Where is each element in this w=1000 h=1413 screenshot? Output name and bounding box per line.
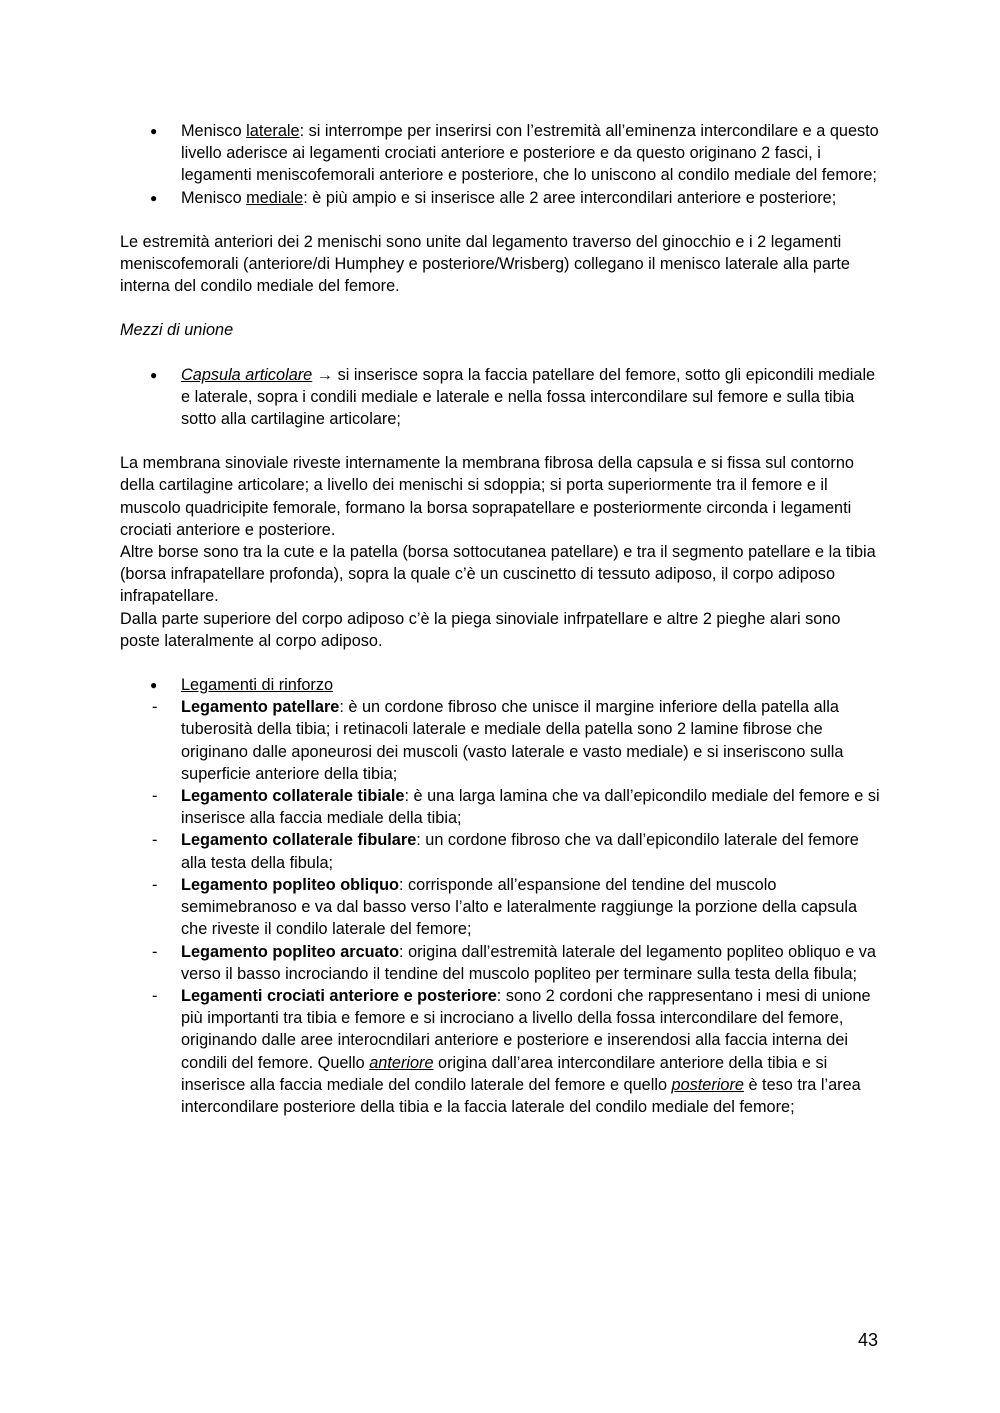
paragraph: Dalla parte superiore del corpo adiposo c’è la piega sinoviale infrpatellare e altre 2 pieghe alari sono poste lateralmente al corpo adiposo.	[120, 609, 841, 650]
legamenti-list	[120, 674, 880, 1118]
term-capsula: Capsula articolare	[181, 365, 313, 384]
list-item	[120, 696, 880, 785]
term-bold: Legamenti crociati anteriore e posteriore	[181, 986, 497, 1005]
term-mediale: mediale	[246, 188, 304, 207]
list-item	[120, 941, 880, 985]
item-text: : un cordone fibroso che va dall’epicondilo laterale del femore alla testa della fibula;	[181, 831, 859, 872]
term-bold: Legamento collaterale fibulare	[181, 831, 417, 850]
term-laterale: laterale	[246, 122, 300, 140]
item-prefix: Menisco	[181, 188, 247, 207]
term-anteriore: anteriore	[369, 1053, 434, 1072]
list-item	[120, 874, 880, 941]
legamenti-heading: Legamenti di rinforzo	[181, 676, 334, 695]
item-text: : è un cordone fibroso che unisce il margine inferiore della patella alla tuberosità della tibia; i retinacoli laterale e mediale della patella sono 2 lamine fibrose che originano dalle aponeurosi dei muscoli (vasto laterale e vasto mediale) e si inseriscono sulla superficie anteriore della tibia;	[181, 698, 844, 783]
list-item	[120, 829, 880, 873]
term-bold: Legamento popliteo arcuato	[181, 942, 400, 961]
list-item	[120, 985, 880, 1118]
term-posteriore: posteriore	[671, 1075, 744, 1094]
item-text: : sono 2 cordoni che rappresentano i mesi di unione più importanti tra tibia e femore e si incrociano a livello della fossa intercondilare del femore, originando dalle aree interocndilari anteriore e posteriore e inserendosi alla faccia interna dei condili del femore. Quello	[181, 986, 871, 1072]
paragraph: Altre borse sono tra la cute e la patella (borsa sottocutanea patellare) e tra il segmento patellare e la tibia (borsa infrapatellare profonda), sopra la quale c’è un cuscinetto di tessuto adiposo, il corpo adiposo infrapatellare.	[120, 543, 876, 606]
item-text: : è più ampio e si inserisce alle 2 aree intercondilari anteriore e posteriore;	[303, 188, 837, 207]
item-text: : origina dall’estremità laterale del legamento popliteo obliquo e va verso il basso incrociando il tendine del muscolo popliteo per terminare sulla testa della fibula;	[181, 942, 876, 983]
item-text: : si interrompe per inserirsi con l’estremità all’eminenza intercondilare e a questo livello aderisce ai legamenti crociati anteriore e posteriore e da questo originano 2 fasci, i legamenti meniscofemorali anteriore e posteriore, che lo uniscono al condilo mediale del femore;	[181, 122, 879, 185]
item-text: : corrisponde all’espansione del tendine del muscolo semimebranoso e va dal basso verso l’alto e lateralmente raggiunge la porzione della capsula che riveste il condilo laterale del femore;	[181, 875, 858, 939]
list-item	[120, 120, 880, 187]
item-text: : è una larga lamina che va dall’epicondilo mediale del femore e si inserisce alla faccia mediale della tibia;	[181, 787, 880, 828]
paragraph-menisci: Le estremità anteriori dei 2 menischi sono unite dal legamento traverso del ginocchio e i 2 legamenti meniscofemorali (anteriore/di Humphey e posteriore/Wrisberg) collegano il menisco laterale alla parte interna del condilo mediale del femore.	[120, 232, 850, 296]
list-item	[120, 187, 880, 209]
item-text: è teso tra l’area intercondilare posteriore della tibia e la faccia laterale del condilo mediale del femore;	[181, 1075, 861, 1116]
list-item	[120, 364, 880, 431]
item-text: → si inserisce sopra la faccia patellare del femore, sotto gli epicondili mediale e laterale, sopra i condili mediale e laterale e nella fossa intercondilare sul femore e sulla tibia sotto alla cartilagine articolare;	[181, 365, 876, 429]
item-text: origina dall’area intercondilare anteriore della tibia e si inserisce alla faccia mediale del condilo laterale del femore e quello	[181, 1053, 828, 1094]
paragraph: La membrana sinoviale riveste internamente la membrana fibrosa della capsula e si fissa sul contorno della cartilagine articolare; a livello dei menischi si sdoppia; si porta superiormente tra il femore e il muscolo quadricipite femorale, formano la borsa soprapatellare e posteriormente circonda i legamenti crociati anteriore e posteriore.	[120, 454, 854, 539]
list-item	[120, 785, 880, 829]
capsula-list	[120, 364, 880, 431]
legamenti-sublist	[120, 696, 880, 1118]
term-bold: Legamento popliteo obliquo	[181, 875, 399, 894]
term-bold: Legamento patellare	[181, 698, 340, 717]
page-number: 43	[857, 1330, 878, 1350]
list-item	[120, 674, 880, 1118]
page-content	[120, 120, 880, 1118]
section-heading: Mezzi di unione	[120, 321, 234, 340]
item-prefix: Menisco	[181, 122, 247, 140]
menisci-list	[120, 120, 880, 209]
term-bold: Legamento collaterale tibiale	[181, 787, 405, 806]
